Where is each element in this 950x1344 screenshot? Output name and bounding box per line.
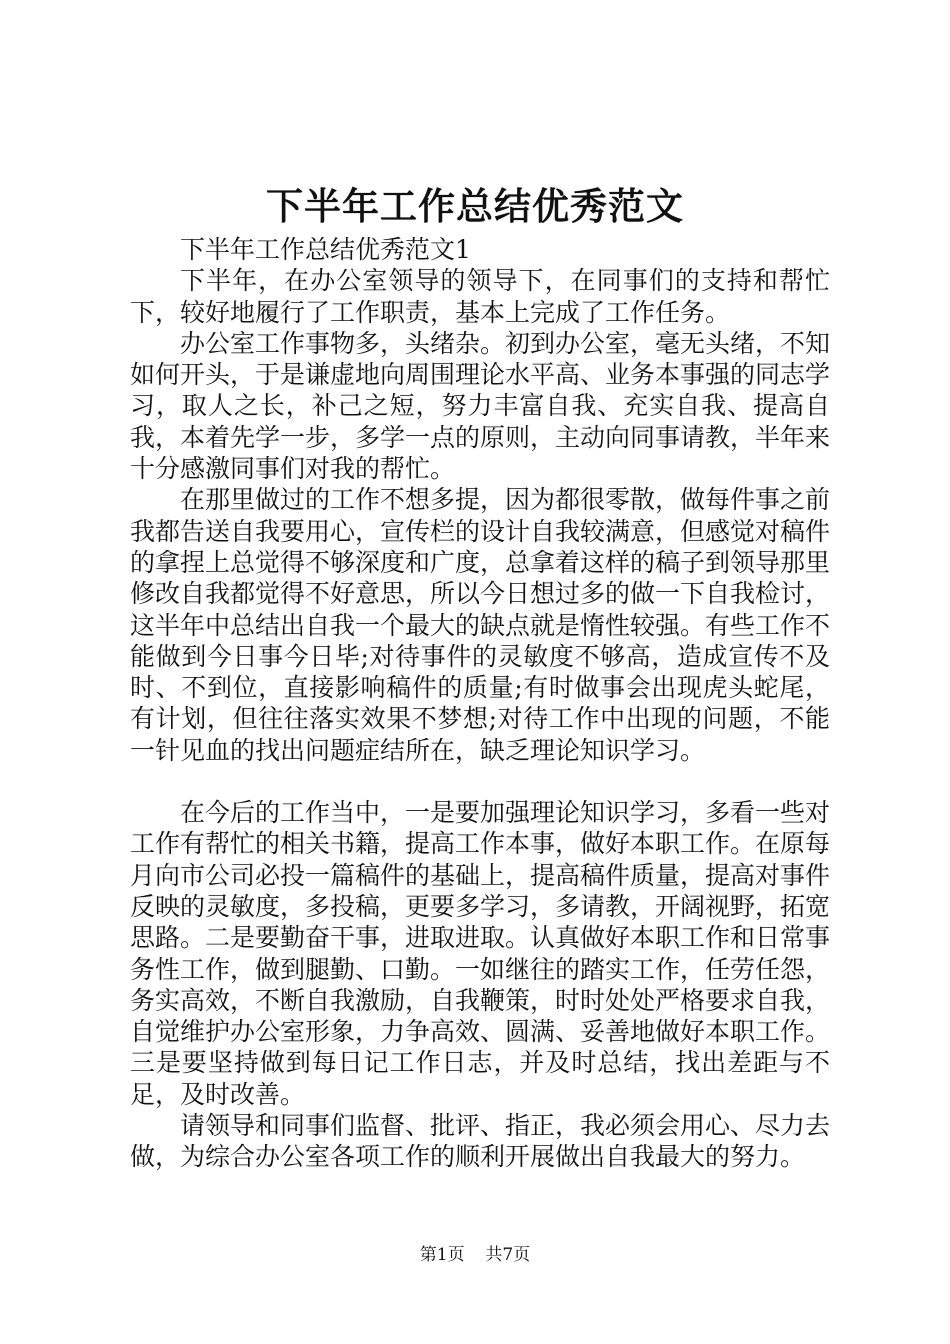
page-total: 共7页 <box>485 1245 531 1265</box>
document-title: 下半年工作总结优秀范文 <box>266 185 684 228</box>
page-number: 第1页 <box>419 1245 465 1265</box>
paragraph-2: 办公室工作事物多，头绪杂。初到办公室，毫无头绪，不知如何开头，于是谦虚地向周围理论水平高、业务本事强的同志学习，取人之长，补己之短，努力丰富自我、充实自我、提高自我，本着先学一步，多学一点的原则，主动向同事请教，半年来十分感激同事们对我的帮忙。 <box>130 328 831 484</box>
paragraph-1: 下半年，在办公室领导的领导下，在同事们的支持和帮忙下，较好地履行了工作职责，基本上完成了工作任务。 <box>130 266 830 327</box>
document-body <box>130 234 830 1173</box>
paragraph-3: 在那里做过的工作不想多提，因为都很零散，做每件事之前我都告送自我要用心，宣传栏的设计自我较满意，但感觉对稿件的拿捏上总觉得不够深度和广度，总拿着这样的稿子到领导那里修改自我都觉得不好意思，所以今日想过多的做一下自我检讨，这半年中总结出自我一个最大的缺点就是惰性较强。有些工作不能做到今日事今日毕;对待事件的灵敏度不够高，造成宣传不及时、不到位，直接影响稿件的质量;有时做事会出现虎头蛇尾，有计划，但往往落实效果不梦想;对待工作中出现的问题，不能一针见血的找出问题症结所在，缺乏理论知识学习。 <box>130 485 831 765</box>
paragraph-4: 在今后的工作当中，一是要加强理论知识学习，多看一些对工作有帮忙的相关书籍，提高工作本事，做好本职工作。在原每月向市公司必投一篇稿件的基础上，提高稿件质量，提高对事件反映的灵敏度，多投稿，更要多学习，多请教，开阔视野，拓宽思路。二是要勤奋干事，进取进取。认真做好本职工作和日常事务性工作，做到腿勤、口勤。一如继往的踏实工作，任劳任怨，务实高效，不断自我激励，自我鞭策，时时处处严格要求自我，自觉维护办公室形象，力争高效、圆满、妥善地做好本职工作。三是要坚持做到每日记工作日志，并及时总结，找出差距与不足，及时改善。 <box>130 798 831 1109</box>
paragraph-subtitle: 下半年工作总结优秀范文1 <box>180 235 471 264</box>
page-footer <box>0 1243 950 1267</box>
paragraph-5: 请领导和同事们监督、批评、指正，我必须会用心、尽力去做，为综合办公室各项工作的顺利开展做出自我最大的努力。 <box>130 1111 831 1172</box>
